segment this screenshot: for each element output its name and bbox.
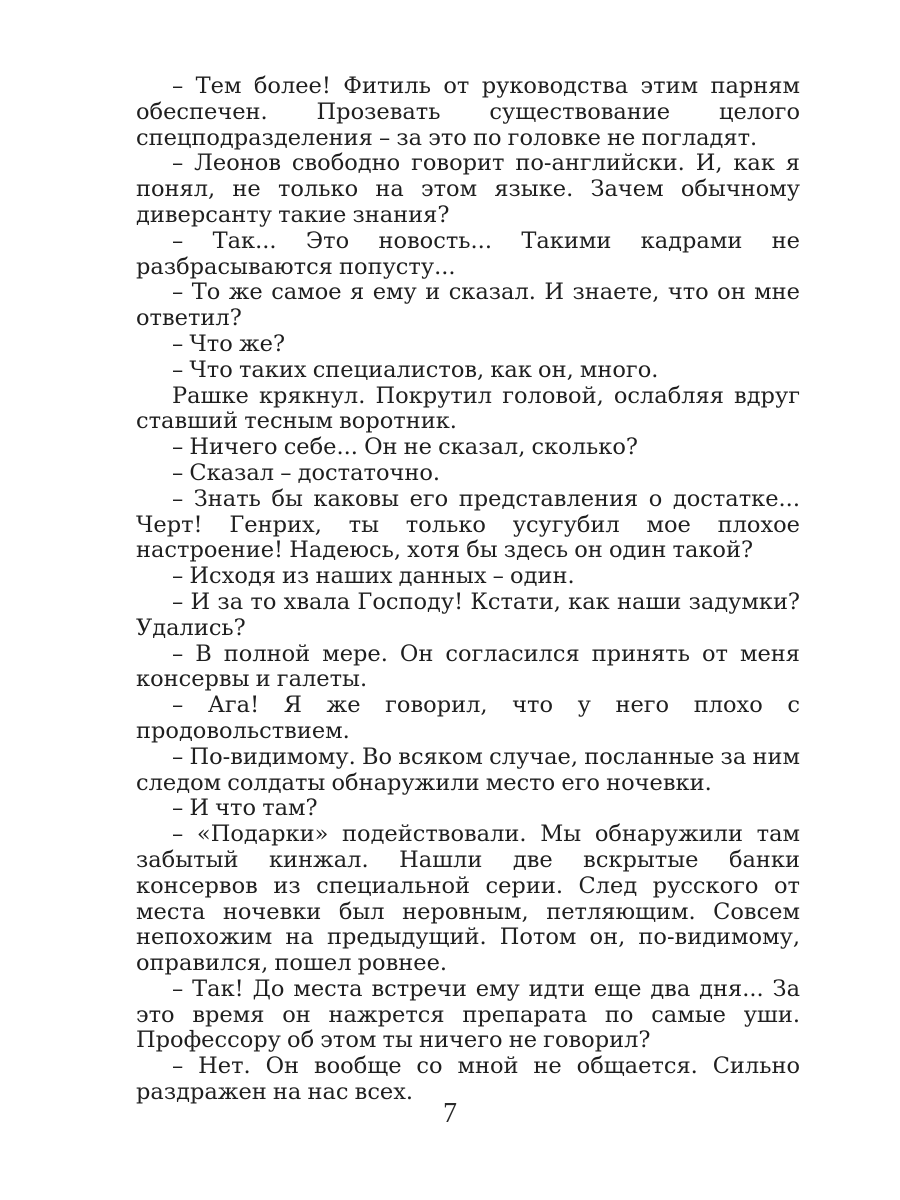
body-text [136,74,800,1106]
paragraph: – Сказал – достаточно. [172,459,441,486]
paragraph: – Ничего себе... Он не сказал, сколько? [172,434,638,461]
paragraph: – Знать бы каковы его представления о достатке... Черт! Генрих, ты только усугубил мое плохое настроение! Надеюсь, хотя бы здесь он один такой? [136,485,800,564]
paragraph: – Так... Это новость... Такими кадрами не разбрасываются попусту... [136,227,800,280]
page-number: 7 [443,1098,457,1129]
paragraph: – То же самое я ему и сказал. И знаете, что он мне ответил? [136,279,800,332]
paragraph: – Исходя из наших данных – один. [172,563,575,590]
paragraph: – Так! До места встречи ему идти еще два дня... За это время он нажрется препарата по самые уши. Профессору об этом ты ничего не говорил? [136,975,800,1054]
paragraph: – В полной мере. Он согласился принять от меня консервы и галеты. [136,640,800,693]
paragraph: – «Подарки» подействовали. Мы обнаружили там забытый кинжал. Нашли две вскрытые банки консервов из специальной серии. След русского от места ночевки был неровным, петляющим. Совсем непохожим на предыдущий. Потом он, по-видимому, оправился, пошел ровнее. [136,821,800,977]
paragraph: – Что же? [172,330,286,357]
paragraph: – И что там? [172,795,318,822]
paragraph: – Что таких специалистов, как он, много. [172,356,659,383]
paragraph: – Леонов свободно говорит по-английски. И, как я понял, не только на этом языке. Зачем обычному диверсанту такие знания? [136,150,800,228]
paragraph: – Тем более! Фитиль от руководства этим парням обеспечен. Прозевать существование целого спецподразделения – за это по головке не погладят. [136,73,800,151]
paragraph: – И за то хвала Господу! Кстати, как наши задумки? Удались? [136,588,800,641]
paragraph: – Нет. Он вообще со мной не общается. Сильно раздражен на нас всех. [136,1053,800,1106]
paragraph: Рашке крякнул. Покрутил головой, ослабляя вдруг ставший тесным воротник. [136,382,800,435]
paragraph: – По-видимому. Во всяком случае, посланные за ним следом солдаты обнаружили место его ночевки. [136,743,800,796]
paragraph: – Ага! Я же говорил, что у него плохо с продовольствием. [136,692,800,744]
